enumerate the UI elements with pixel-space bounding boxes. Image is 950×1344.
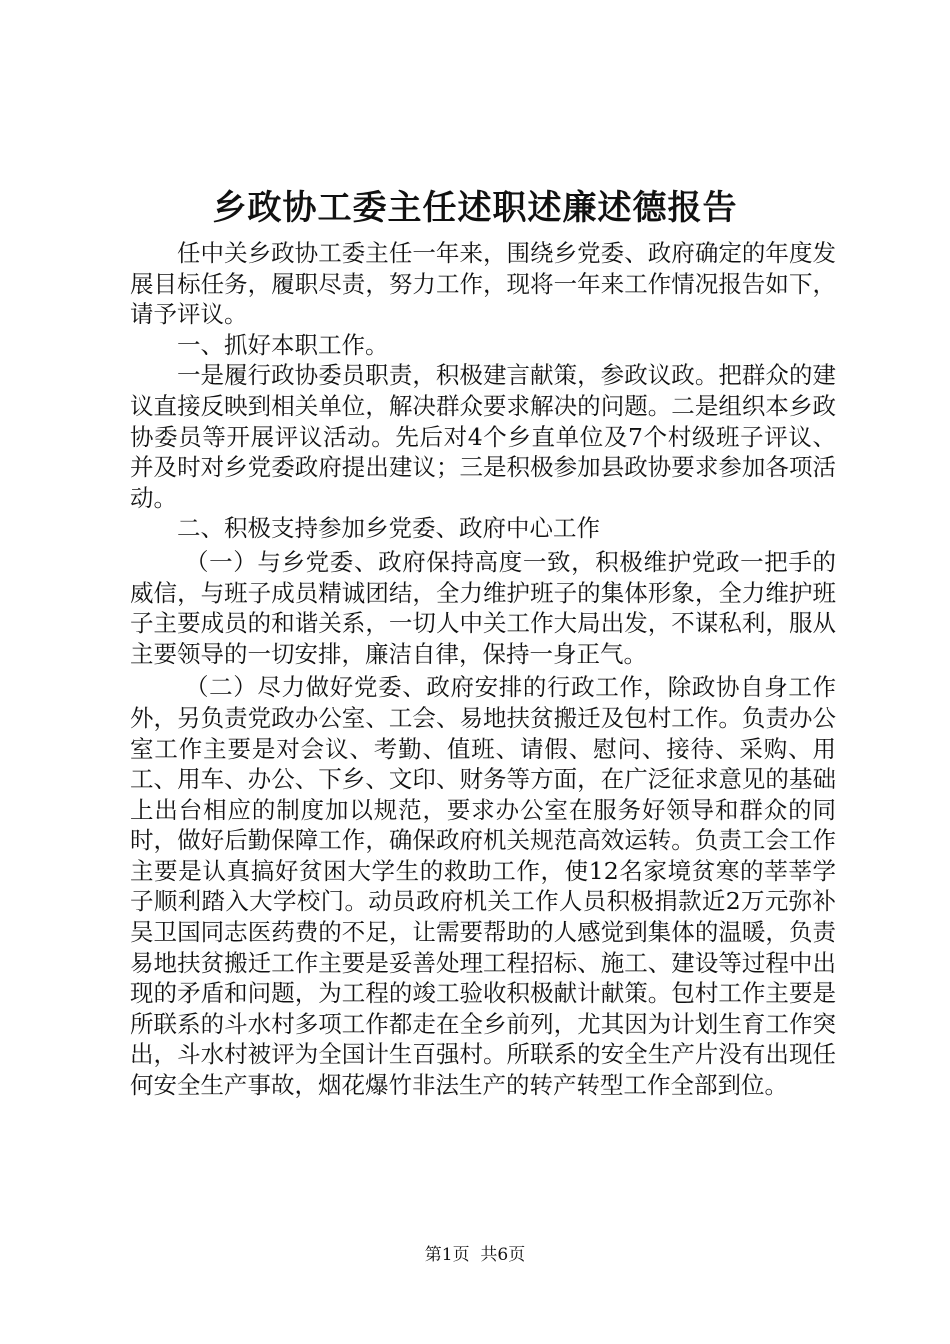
paragraph-section-1: 一是履行政协委员职责，积极建言献策，参政议政。把群众的建议直接反映到相关单位，解决群众要求解决的问题。二是组织本乡政协委员等开展评议活动。先后对4个乡直单位及7个村级班子评议、并及时对乡党委政府提出建议；三是积极参加县政协要求参加各项活动。	[130, 361, 836, 512]
document-title: 乡政协工委主任述职述廉述德报告	[212, 188, 738, 228]
page-total: 共6页	[480, 1245, 526, 1265]
paragraph-subsection-1: （一）与乡党委、政府保持高度一致，积极维护党政一把手的威信，与班子成员精诚团结，全力维护班子的集体形象，全力维护班子主要成员的和谐关系，一切人中关工作大局出发，不谋私利，服从主要领导的一切安排，廉洁自律，保持一身正气。	[130, 547, 836, 668]
footer-separator	[470, 1245, 481, 1265]
page-footer	[0, 1244, 950, 1266]
page-number: 第1页	[424, 1245, 470, 1265]
document-body	[130, 238, 836, 1101]
section-heading-1: 一、抓好本职工作。	[177, 330, 389, 359]
section-heading-2: 二、积极支持参加乡党委、政府中心工作	[177, 514, 600, 543]
paragraph-intro: 任中关乡政协工委主任一年来，围绕乡党委、政府确定的年度发展目标任务，履职尽责，努力工作，现将一年来工作情况报告如下，请予评议。	[130, 239, 836, 329]
paragraph-subsection-2: （二）尽力做好党委、政府安排的行政工作，除政协自身工作外，另负责党政办公室、工会、易地扶贫搬迁及包村工作。负责办公室工作主要是对会议、考勤、值班、请假、慰问、接待、采购、用工、用车、办公、下乡、文印、财务等方面，在广泛征求意见的基础上出台相应的制度加以规范，要求办公室在服务好领导和群众的同时，做好后勤保障工作，确保政府机关规范高效运转。负责工会工作主要是认真搞好贫困大学生的救助工作，使12名家境贫寒的莘莘学子顺利踏入大学校门。动员政府机关工作人员积极捐款近2万元弥补吴卫国同志医药费的不足，让需要帮助的人感觉到集体的温暖，负责易地扶贫搬迁工作主要是妥善处理工程招标、施工、建设等过程中出现的矛盾和问题，为工程的竣工验收积极献计献策。包村工作主要是所联系的斗水村多项工作都走在全乡前列，尤其因为计划生育工作突出，斗水村被评为全国计生百强村。所联系的安全生产片没有出现任何安全生产事故，烟花爆竹非法生产的转产转型工作全部到位。	[130, 673, 836, 1100]
